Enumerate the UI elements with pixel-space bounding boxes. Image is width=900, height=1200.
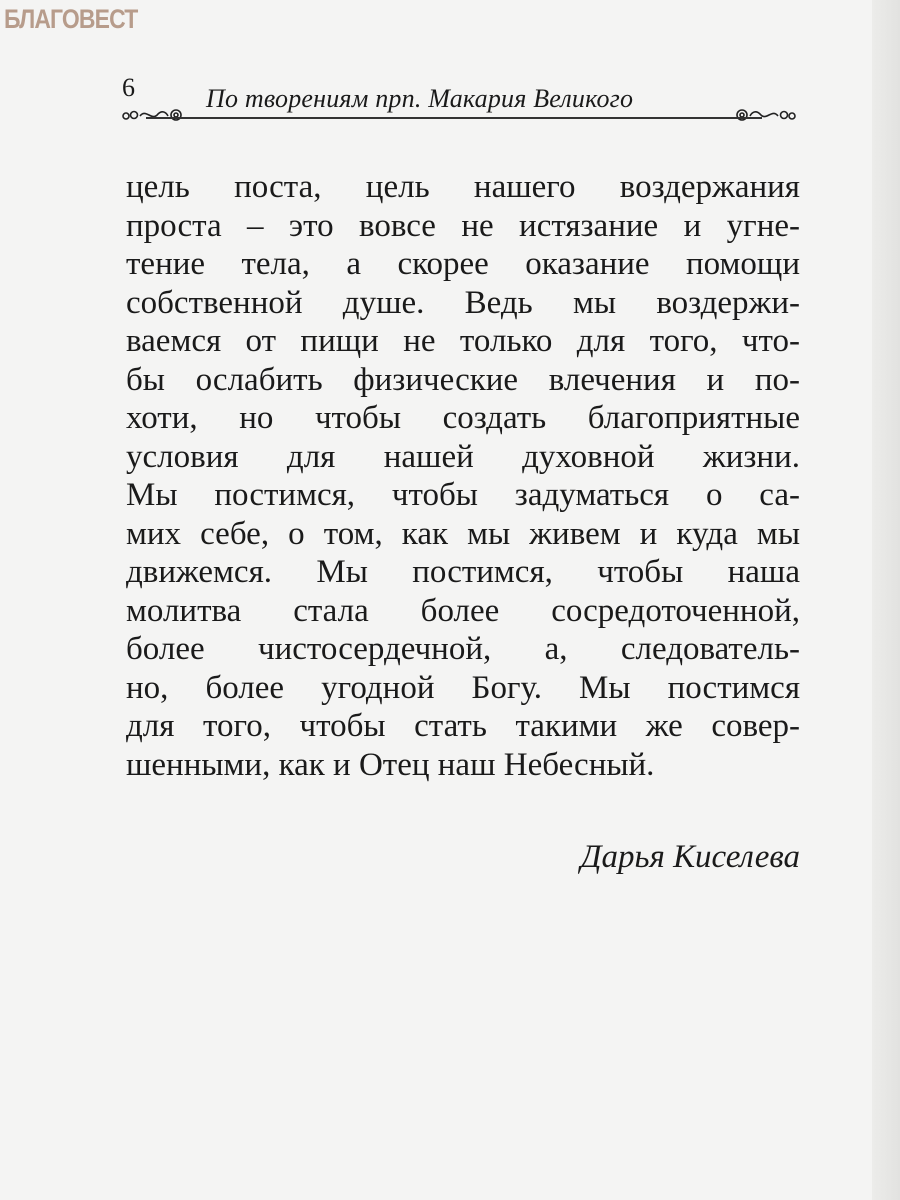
author-signature: Дарья Киселева (580, 839, 800, 875)
text-line: тение тела, а скорее оказание помощи (126, 246, 800, 282)
text-line: проста – это вовсе не истязание и угне- (126, 207, 800, 244)
header-rule (146, 117, 762, 119)
text-line: более чистосердечной, а, следователь- (126, 631, 800, 667)
running-title: По творениям прп. Макария Великого (206, 84, 634, 113)
text-line: цель поста, цель нашего воздержания (126, 169, 800, 205)
text-line: хоти, но чтобы создать благоприятные (126, 400, 800, 436)
text-line: Мы постимся, чтобы задуматься о са- (126, 477, 800, 513)
text-line: молитва стала более сосредоточенной, (126, 592, 800, 629)
ornament-left-icon (120, 104, 190, 124)
text-line: бы ослабить физические влечения и по- (126, 361, 800, 398)
body-text (126, 168, 800, 784)
text-line: ваемся от пищи не только для того, что- (126, 323, 800, 359)
page-number: 6 (122, 73, 135, 102)
watermark-logo: БЛАГОВЕСТ (4, 4, 138, 34)
text-line: шенными, как и Отец наш Небесный. (126, 746, 655, 783)
text-line: для того, чтобы стать такими же совер- (126, 708, 800, 744)
text-line: условия для нашей духовной жизни. (126, 438, 800, 475)
text-line: мих себе, о том, как мы живем и куда мы (126, 515, 800, 552)
text-line: но, более угодной Богу. Мы постимся (126, 669, 800, 706)
text-line: собственной душе. Ведь мы воздержи- (126, 284, 800, 321)
page-edge (872, 0, 900, 1200)
ornament-right-icon (728, 104, 798, 124)
text-line: движемся. Мы постимся, чтобы наша (126, 554, 800, 590)
